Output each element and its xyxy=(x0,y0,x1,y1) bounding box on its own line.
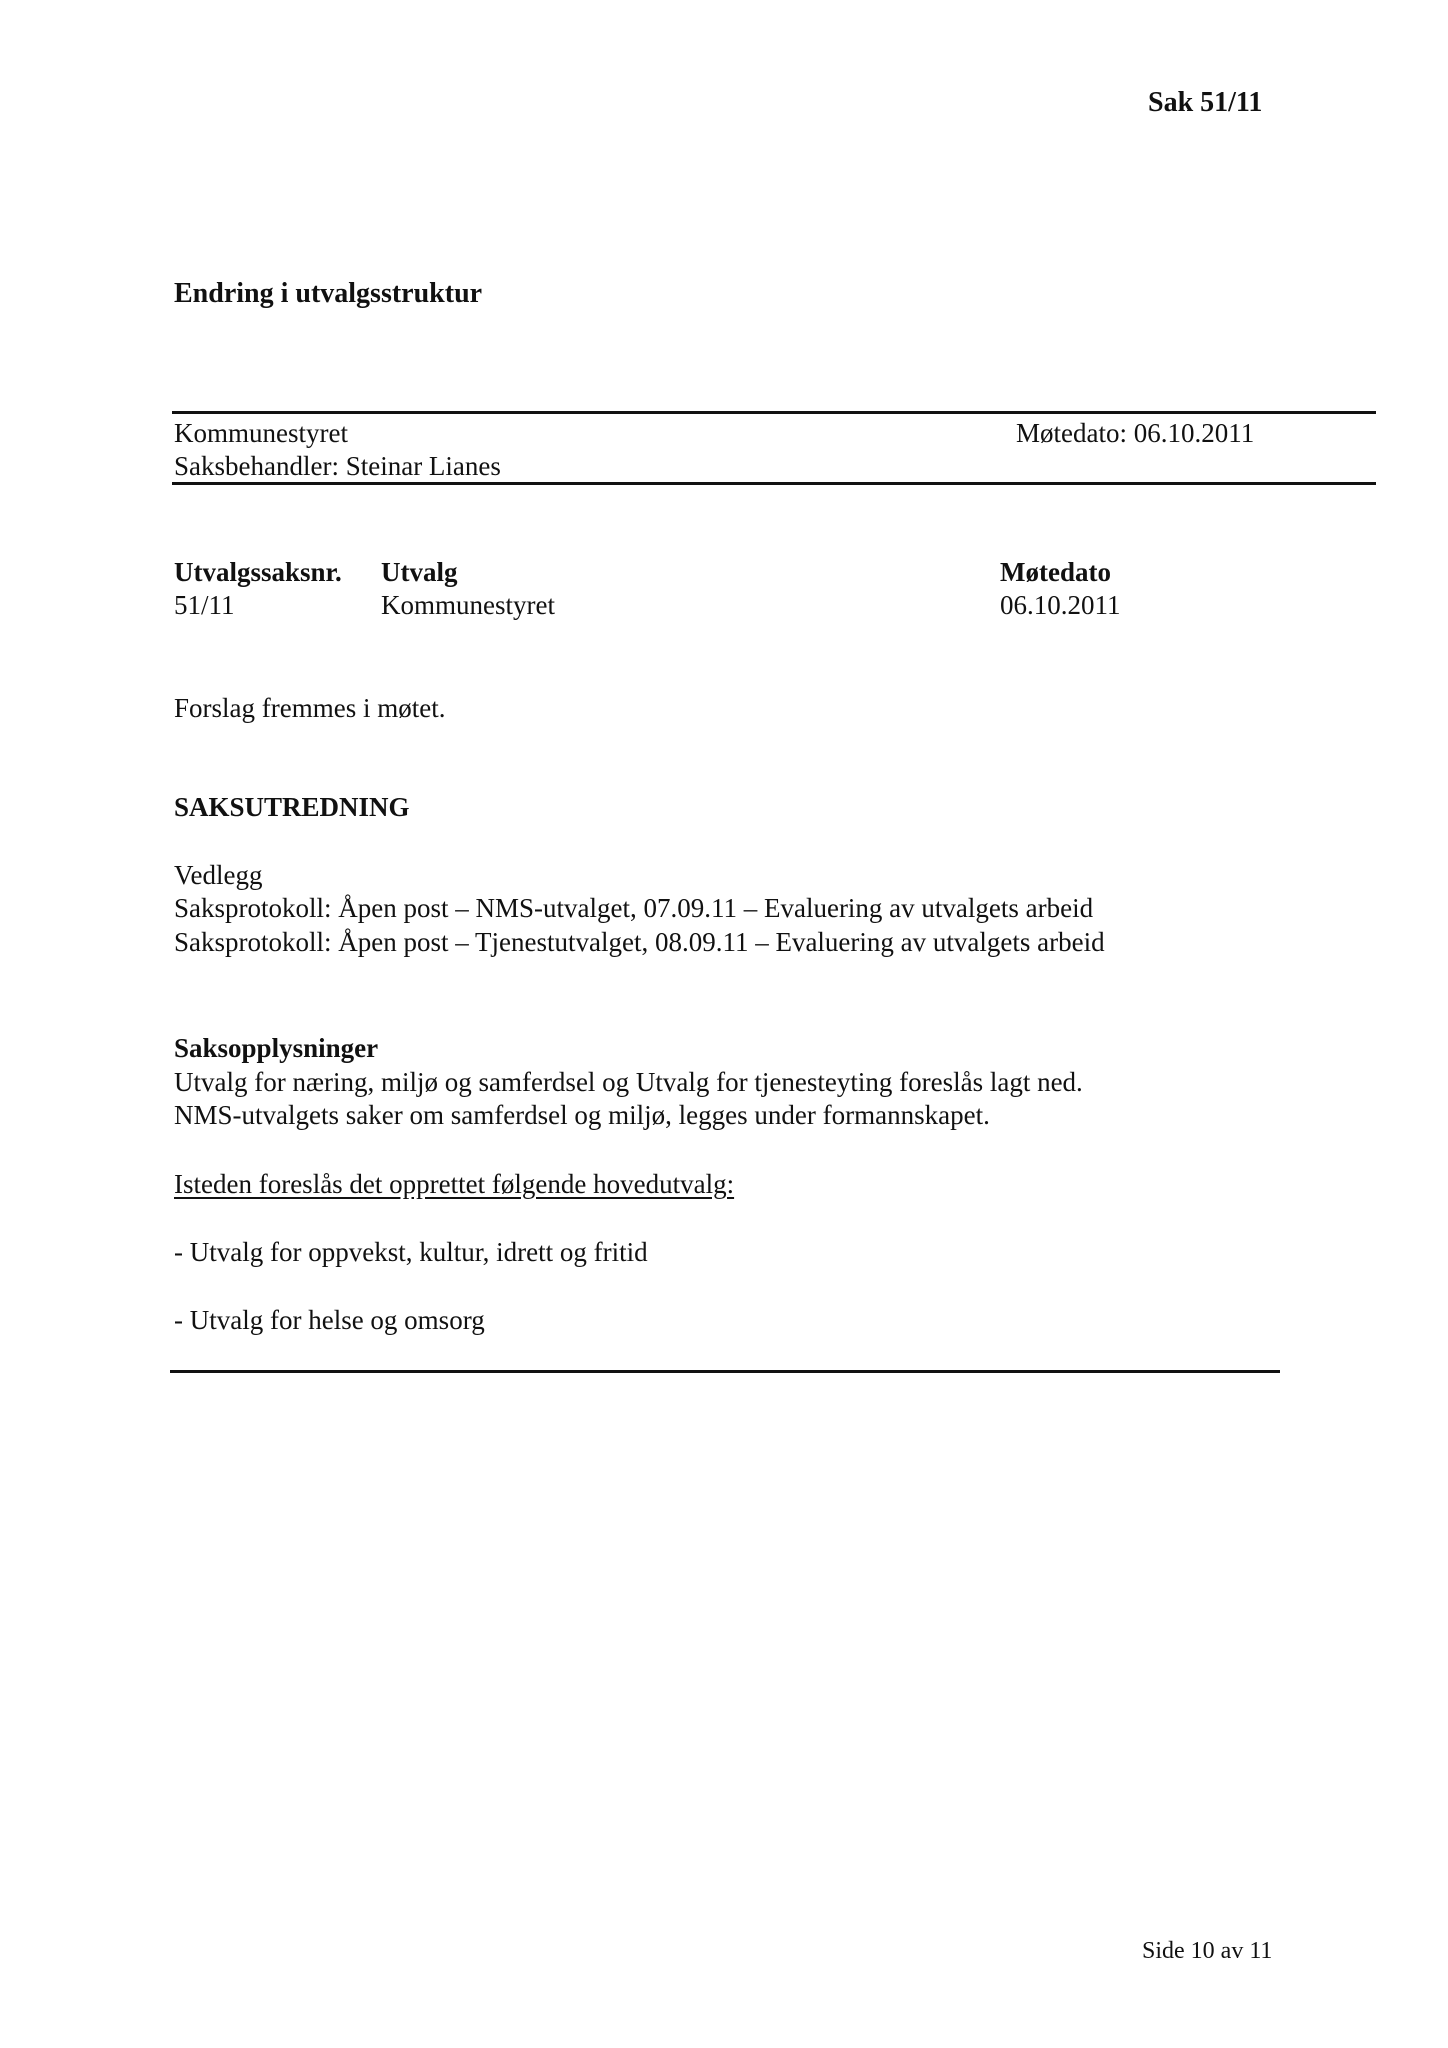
document-title: Endring i utvalgsstruktur xyxy=(174,278,483,309)
section-heading-saksopplysninger: Saksopplysninger xyxy=(174,1033,379,1063)
meta-body: Kommunestyret xyxy=(174,418,348,448)
attachments-label: Vedlegg xyxy=(174,860,263,890)
info-line: NMS-utvalgets saker om samferdsel og miljø, legges under formannskapet. xyxy=(174,1100,990,1130)
end-rule xyxy=(170,1370,1280,1373)
committee-item: - Utvalg for helse og omsorg xyxy=(174,1305,485,1335)
case-table-header-committee: Utvalg xyxy=(381,557,458,587)
meta-bottom-rule xyxy=(172,482,1376,485)
info-line: Utvalg for næring, miljø og samferdsel og Utvalg for tjenesteyting foreslås lagt ned. xyxy=(174,1067,1083,1097)
case-table-header-case-no: Utvalgssaksnr. xyxy=(174,557,342,587)
case-table-row-committee: Kommunestyret xyxy=(381,590,555,620)
attachment-item: Saksprotokoll: Åpen post – Tjenestutvalget, 08.09.11 – Evaluering av utvalgets arbeid xyxy=(174,927,1105,957)
meta-handler: Saksbehandler: Steinar Lianes xyxy=(174,451,501,481)
case-reference: Sak 51/11 xyxy=(1148,87,1263,118)
committee-item: - Utvalg for oppvekst, kultur, idrett og fritid xyxy=(174,1237,648,1267)
meta-meeting-date: Møtedato: 06.10.2011 xyxy=(1016,418,1255,448)
case-table-row-date: 06.10.2011 xyxy=(1000,590,1121,620)
case-table-header-date: Møtedato xyxy=(1000,557,1111,587)
meta-top-rule xyxy=(172,411,1376,414)
attachment-item: Saksprotokoll: Åpen post – NMS-utvalget, 07.09.11 – Evaluering av utvalgets arbeid xyxy=(174,893,1094,923)
case-table-row-case-no: 51/11 xyxy=(174,590,235,620)
page-number: Side 10 av 11 xyxy=(1142,1938,1273,1964)
proposal-note: Forslag fremmes i møtet. xyxy=(174,693,446,723)
section-heading-saksutredning: SAKSUTREDNING xyxy=(174,792,410,822)
proposal-intro: Isteden foreslås det opprettet følgende hovedutvalg: xyxy=(174,1169,735,1199)
